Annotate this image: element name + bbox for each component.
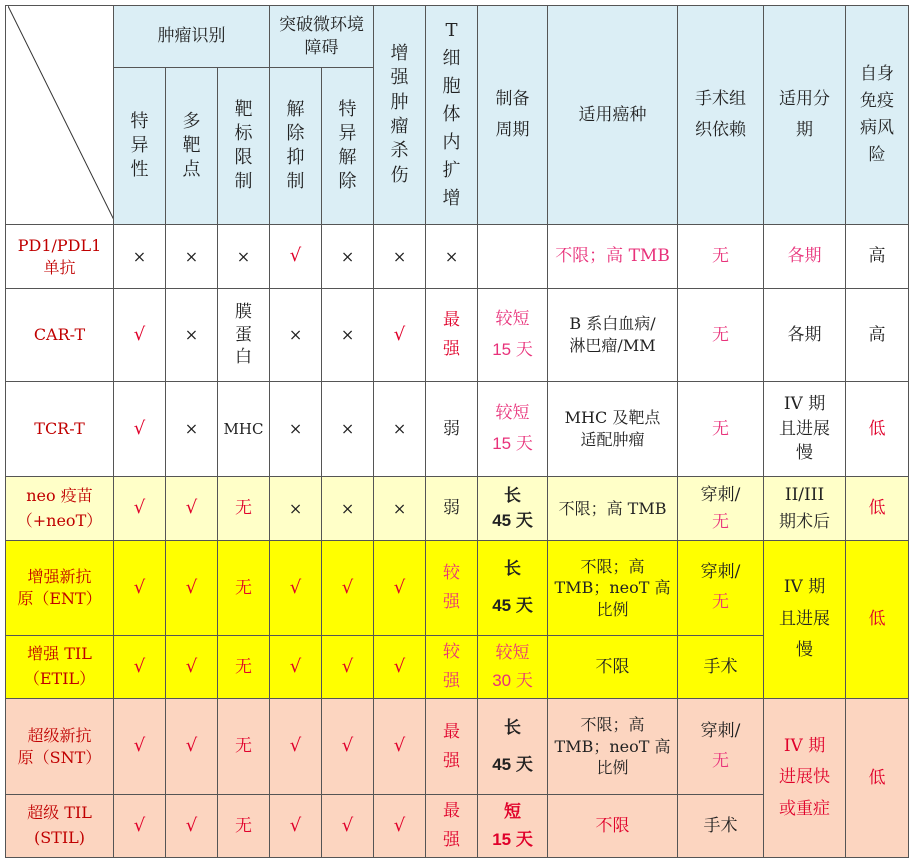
cell-risk: 低 (846, 541, 909, 699)
cell-specificity: √ (114, 541, 166, 636)
cell-surgery: 无 (678, 382, 764, 477)
cell-stage: IV 期 且进展 慢 (764, 382, 846, 477)
cell-specific-removal: × (322, 477, 374, 541)
cell-enhance-kill: √ (374, 289, 426, 382)
cell-target-limit: 无 (218, 636, 270, 699)
cell-risk: 低 (846, 382, 909, 477)
cell-specific-removal: √ (322, 636, 374, 699)
row-name: neo 疫苗 （+neoT） (6, 477, 114, 541)
cell-remove-inhibition: √ (270, 795, 322, 858)
table-row (6, 225, 909, 289)
cell-multi-target: × (166, 225, 218, 289)
table-row (6, 382, 909, 477)
cell-surgery: 无 (678, 289, 764, 382)
header-t-cell-expansion: T 细 胞 体 内 扩 增 (426, 6, 478, 225)
cell-target-limit: 无 (218, 699, 270, 795)
cell-specificity: √ (114, 289, 166, 382)
cell-prep-cycle: 长 45 天 (478, 477, 548, 541)
cell-surgery: 无 (678, 225, 764, 289)
cell-specificity: √ (114, 795, 166, 858)
cell-remove-inhibition: × (270, 382, 322, 477)
cell-t-expansion: 最 强 (426, 289, 478, 382)
cell-specificity: √ (114, 477, 166, 541)
cell-prep-cycle: 长 45 天 (478, 541, 548, 636)
header-enhance-kill: 增 强 肿 瘤 杀 伤 (374, 6, 426, 225)
cell-prep-cycle (478, 225, 548, 289)
cell-prep-cycle: 较短 15 天 (478, 289, 548, 382)
cell-t-expansion: × (426, 225, 478, 289)
header-prep-cycle: 制备 周期 (478, 6, 548, 225)
cell-remove-inhibition: √ (270, 636, 322, 699)
cell-prep-cycle: 较短 30 天 (478, 636, 548, 699)
cell-t-expansion: 弱 (426, 477, 478, 541)
cell-remove-inhibition: × (270, 477, 322, 541)
cell-cancer-types: B 系白血病/ 淋巴瘤/MM (548, 289, 678, 382)
cell-cancer-types: 不限 (548, 795, 678, 858)
row-name: TCR-T (6, 382, 114, 477)
cell-enhance-kill: √ (374, 699, 426, 795)
cell-specific-removal: × (322, 225, 374, 289)
cell-risk: 低 (846, 477, 909, 541)
header-multi-target: 多 靶 点 (166, 68, 218, 225)
cell-prep-cycle: 短 15 天 (478, 795, 548, 858)
diagonal-corner-cell (6, 6, 114, 225)
cell-risk: 低 (846, 699, 909, 858)
cell-remove-inhibition: × (270, 289, 322, 382)
cell-enhance-kill: √ (374, 541, 426, 636)
cell-cancer-types: 不限；高 TMB；neoT 高 比例 (548, 541, 678, 636)
header-specificity: 特 异 性 (114, 68, 166, 225)
cell-t-expansion: 最 强 (426, 699, 478, 795)
row-name: 增强 TIL （ETIL） (6, 636, 114, 699)
cell-target-limit: 膜 蛋 白 (218, 289, 270, 382)
cell-target-limit: 无 (218, 795, 270, 858)
table-row (6, 477, 909, 541)
cell-remove-inhibition: √ (270, 541, 322, 636)
cell-surgery: 穿刺/ 无 (678, 541, 764, 636)
cell-multi-target: √ (166, 541, 218, 636)
cell-cancer-types: 不限；高 TMB；neoT 高 比例 (548, 699, 678, 795)
cell-remove-inhibition: √ (270, 225, 322, 289)
cell-stage: 各期 (764, 225, 846, 289)
cell-multi-target: √ (166, 636, 218, 699)
cell-specific-removal: × (322, 382, 374, 477)
row-name: 超级 TIL (STIL) (6, 795, 114, 858)
header-target-limit: 靶 标 限 制 (218, 68, 270, 225)
cell-specific-removal: √ (322, 699, 374, 795)
header-surgery-dependence: 手术组 织依赖 (678, 6, 764, 225)
cell-cancer-types: 不限；高 TMB (548, 477, 678, 541)
header-tumor-recognition: 肿瘤识别 (114, 6, 270, 68)
header-stage: 适用分 期 (764, 6, 846, 225)
cell-stage: II/III 期术后 (764, 477, 846, 541)
cell-specificity: × (114, 225, 166, 289)
cell-t-expansion: 较 强 (426, 541, 478, 636)
cell-surgery: 穿刺/ 无 (678, 699, 764, 795)
cell-surgery: 手术 (678, 795, 764, 858)
table-row (6, 699, 909, 795)
header-cancer-types: 适用癌种 (548, 6, 678, 225)
cell-prep-cycle: 长 45 天 (478, 699, 548, 795)
cell-remove-inhibition: √ (270, 699, 322, 795)
cell-t-expansion: 较 强 (426, 636, 478, 699)
cell-stage: 各期 (764, 289, 846, 382)
cell-enhance-kill: × (374, 477, 426, 541)
cell-target-limit: 无 (218, 541, 270, 636)
comparison-table (5, 5, 909, 858)
row-name: 增强新抗 原（ENT） (6, 541, 114, 636)
cell-multi-target: √ (166, 795, 218, 858)
cell-surgery: 穿刺/ 无 (678, 477, 764, 541)
cell-specific-removal: √ (322, 795, 374, 858)
cell-multi-target: × (166, 382, 218, 477)
header-specific-removal: 特 异 解 除 (322, 68, 374, 225)
cell-multi-target: × (166, 289, 218, 382)
cell-multi-target: √ (166, 699, 218, 795)
cell-specific-removal: √ (322, 541, 374, 636)
cell-surgery: 手术 (678, 636, 764, 699)
cell-specificity: √ (114, 699, 166, 795)
cell-target-limit: × (218, 225, 270, 289)
diagonal-line (8, 6, 114, 224)
cell-target-limit: MHC (218, 382, 270, 477)
cell-specific-removal: × (322, 289, 374, 382)
header-remove-inhibition: 解 除 抑 制 (270, 68, 322, 225)
row-name: 超级新抗 原（SNT） (6, 699, 114, 795)
cell-enhance-kill: × (374, 382, 426, 477)
cell-enhance-kill: × (374, 225, 426, 289)
cell-cancer-types: 不限；高 TMB (548, 225, 678, 289)
cell-stage: IV 期 且进展 慢 (764, 541, 846, 699)
header-autoimmune-risk: 自身 免疫 病风 险 (846, 6, 909, 225)
cell-enhance-kill: √ (374, 795, 426, 858)
cell-t-expansion: 弱 (426, 382, 478, 477)
row-name: PD1/PDL1 单抗 (6, 225, 114, 289)
cell-cancer-types: 不限 (548, 636, 678, 699)
cell-enhance-kill: √ (374, 636, 426, 699)
table-row (6, 289, 909, 382)
cell-specificity: √ (114, 382, 166, 477)
cell-stage: IV 期 进展快 或重症 (764, 699, 846, 858)
cell-risk: 高 (846, 289, 909, 382)
cell-prep-cycle: 较短 15 天 (478, 382, 548, 477)
cell-risk: 高 (846, 225, 909, 289)
header-microenvironment: 突破微环境障碍 (270, 6, 374, 68)
cell-cancer-types: MHC 及靶点 适配肿瘤 (548, 382, 678, 477)
cell-target-limit: 无 (218, 477, 270, 541)
cell-t-expansion: 最 强 (426, 795, 478, 858)
cell-specificity: √ (114, 636, 166, 699)
row-name: CAR-T (6, 289, 114, 382)
cell-multi-target: √ (166, 477, 218, 541)
table-row (6, 541, 909, 636)
